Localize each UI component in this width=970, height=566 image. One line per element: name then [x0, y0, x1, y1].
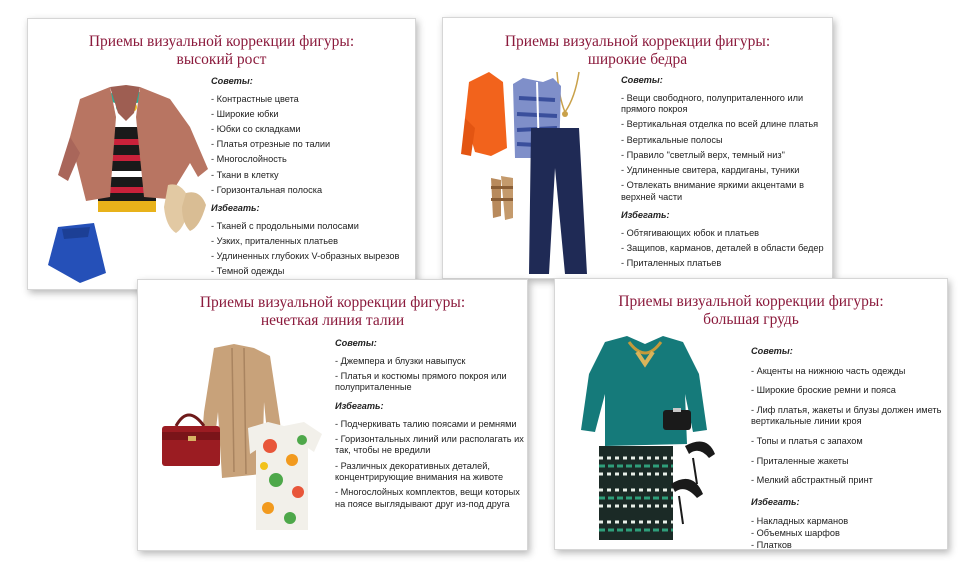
list-item: - Горизонтальная полоска [211, 185, 411, 197]
black-heels-icon [671, 442, 715, 525]
tips-block [335, 338, 525, 514]
card-title: Приемы визуальной коррекции фигуры: высокий рост [88, 33, 355, 68]
outfit-illustration [461, 68, 621, 278]
list-item: - Многослойных комплектов, вещи которых на поясе выглядывают друг из-под друга [335, 487, 525, 510]
tips-heading: Советы: [621, 75, 663, 85]
avoid-heading: Избегать: [751, 496, 800, 507]
card-tall-height [27, 18, 416, 290]
card-title: Приемы визуальной коррекции фигуры: широкие бедра [504, 33, 771, 68]
list-item: - Темной одежды [211, 266, 411, 278]
list-item: - Горизонтальных линий или располагать их так, чтобы не вредили [335, 434, 525, 457]
beige-flats-icon [164, 184, 206, 233]
card-title: Приемы визуальной коррекции фигуры: большая грудь [618, 293, 884, 328]
list-item: - Вещи свободного, полуприталенного или прямого покроя [621, 93, 826, 116]
tips-heading: Советы: [211, 76, 253, 86]
black-clutch-icon [663, 408, 691, 430]
tips-block [751, 346, 946, 550]
avoid-heading: Избегать: [211, 203, 260, 214]
tips-block [621, 75, 826, 273]
navy-trousers-icon [529, 128, 587, 274]
avoid-heading: Избегать: [335, 400, 384, 411]
list-item: - Вертикальные полосы [621, 135, 826, 147]
avoid-heading: Избегать: [621, 210, 670, 221]
tips-list [751, 366, 946, 487]
tips-heading: Советы: [751, 346, 793, 356]
list-item: - Акценты на нижнюю часть одежды [751, 366, 946, 378]
list-item: - Вертикальная отделка по всей длине платья [621, 119, 826, 131]
floral-top-icon [248, 422, 322, 530]
tips-heading: Советы: [335, 338, 377, 348]
list-item: - Удлиненные свитера, кардиганы, туники [621, 165, 826, 177]
avoid-list [621, 228, 826, 270]
card-unclear-waist [137, 279, 528, 551]
list-item: - Платков [751, 540, 946, 550]
tips-list [621, 93, 826, 204]
list-item: - Лиф платья, жакеты и блузы должен иметь вертикальные линии кроя [751, 405, 946, 428]
list-item: - Обтягивающих юбок и платьев [621, 228, 826, 240]
blue-skirt-icon [48, 223, 106, 283]
list-item: - Платья отрезные по талии [211, 139, 411, 151]
avoid-list [211, 221, 411, 278]
list-item: - Тканей с продольными полосами [211, 221, 411, 233]
orange-cardigan-icon [461, 72, 507, 156]
tips-list [211, 94, 411, 197]
list-item: - Подчеркивать талию поясами и ремнями [335, 419, 525, 431]
list-item: - Правило "светлый верх, темный низ" [621, 150, 826, 162]
card-large-bust [554, 278, 948, 550]
list-item: - Многослойность [211, 154, 411, 166]
list-item: - Широкие броские ремни и пояса [751, 385, 946, 397]
list-item: - Удлиненных глубоких V-образных вырезов [211, 251, 411, 263]
list-item: - Ткани в клетку [211, 170, 411, 182]
card-title: Приемы визуальной коррекции фигуры: нечеткая линия талии [199, 294, 466, 329]
list-item: - Приталенных платьев [621, 258, 826, 270]
list-item: - Мелкий абстрактный принт [751, 475, 946, 487]
outfit-illustration [575, 334, 750, 544]
outfit-illustration [152, 342, 332, 542]
list-item: - Накладных карманов [751, 516, 946, 528]
list-item: - Топы и платья с запахом [751, 436, 946, 448]
tips-block [211, 76, 411, 282]
avoid-list [335, 419, 525, 511]
list-item: - Контрастные цвета [211, 94, 411, 106]
card-wide-hips [442, 17, 833, 279]
tips-list [335, 356, 525, 394]
list-item: - Отвлекать внимание яркими акцентами в верхней части [621, 180, 826, 203]
avoid-list [751, 516, 946, 550]
outfit-illustration [40, 77, 215, 290]
list-item: - Защипов, карманов, деталей в области бедер [621, 243, 826, 255]
sandals-icon [491, 176, 513, 220]
list-item: - Приталенные жакеты [751, 456, 946, 468]
list-item: - Узких, приталенных платьев [211, 236, 411, 248]
list-item: - Объемных шарфов [751, 528, 946, 540]
list-item: - Платья и костюмы прямого покроя или полуприталенные [335, 371, 525, 394]
list-item: - Юбки со складками [211, 124, 411, 136]
list-item: - Широкие юбки [211, 109, 411, 121]
patterned-skirt-icon [599, 446, 673, 540]
list-item: - Различных декоративных деталей, концентрирующие внимания на животе [335, 461, 525, 484]
list-item: - Джемпера и блузки навыпуск [335, 356, 525, 368]
